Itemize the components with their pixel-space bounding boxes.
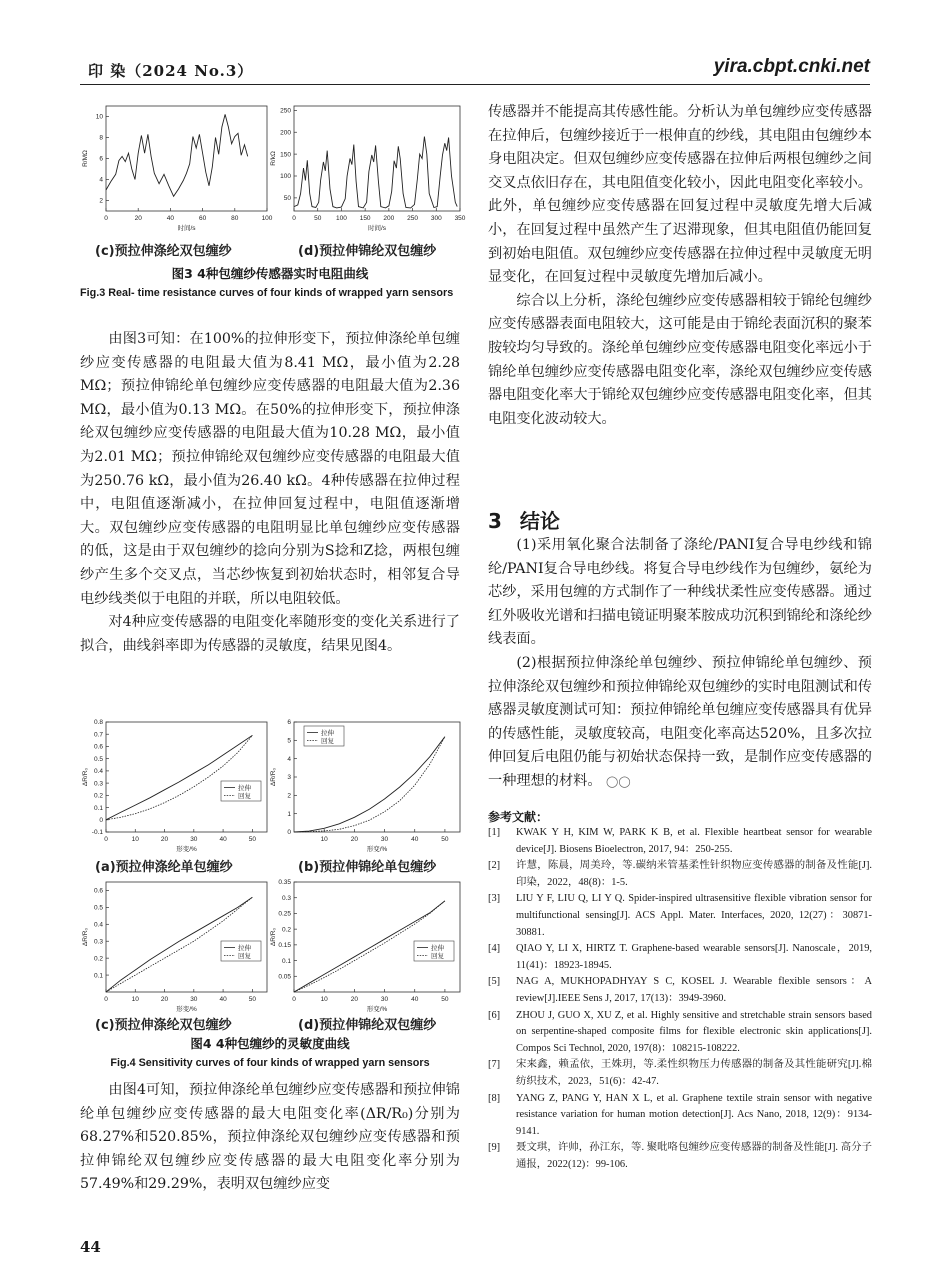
x-tick-label: 200 [383,215,395,222]
reference-item [488,825,872,858]
y-tick-label: 0.15 [278,942,291,950]
fig4c-caption: (c)预拉伸涤纶双包缠纱 [95,1018,232,1033]
y-axis-label: ΔR/R₀ [270,927,277,947]
fig4-title: 图4 4种包缠纱的灵敏度曲线 [190,1036,350,1051]
x-axis-label: 时间/s [177,225,196,232]
x-tick-label: 250 [407,215,419,222]
legend-label: 拉伸 [321,729,334,737]
x-tick-label: 30 [380,996,389,1003]
x-tick-label: 30 [380,836,389,843]
y-tick-label: 0.1 [93,804,103,812]
y-tick-label: 0.3 [93,938,103,946]
x-tick-label: 30 [190,996,198,1003]
fig4d-caption: (d)预拉伸锦纶双包缠纱 [298,1018,437,1033]
reference-number: [7] [488,1059,501,1071]
y-tick-label: 3 [287,774,291,782]
reference-item [488,1091,872,1141]
x-tick-label: 20 [160,836,169,843]
fig4a-caption: (a)预拉伸涤纶单包缠纱 [95,860,233,875]
y-tick-label: 5 [287,737,291,745]
x-tick-label: 50 [248,836,256,843]
conclusion-2: (2)根据预拉伸涤纶单包缠纱、预拉伸锦纶单包缠纱、预拉伸涤纶双包缠纱和预拉伸锦纶双包缠纱的实时电阻测试和传感器灵敏度测试可知：预拉伸锦纶单包缠应变传感器具有优异的传感性能，灵敏度较高，电阻变化率高达520%，且多次拉伸回复后电阻仍能与初始状态保持一致，是制作应变传感器的一种理想的材料。 ◯◯ [488,654,872,789]
y-tick-label: 50 [283,195,291,203]
x-tick-label: 10 [320,996,328,1003]
reference-text: LIU Y F, LIU Q, LI Y Q. Spider-inspired ultrasensitive flexible vibration sensor for multifunctional sensing[J]. ACS Appl. Mater. Interfaces, 2020, 12(27)：30871-30881. [516,893,872,938]
y-tick-label: 2 [99,197,103,205]
y-tick-label: 4 [99,176,103,184]
y-tick-label: 200 [280,129,291,137]
section-heading [488,505,560,534]
left-column-text-1 [80,328,460,658]
y-tick-label: 0.5 [93,755,103,763]
series-line-1 [294,137,457,208]
y-tick-label: 0.7 [93,731,103,739]
conclusion-text [488,534,872,794]
y-tick-label: 0 [287,829,291,837]
y-axis-label: R/kΩ [270,151,277,166]
x-tick-label: 40 [219,996,227,1003]
right-column-text [488,101,872,431]
end-mark: ◯◯ [606,774,631,788]
series-line-2 [294,737,445,832]
x-tick-label: 20 [350,836,358,843]
y-axis-label: R/MΩ [82,150,89,167]
reference-text: KWAK Y H, KIM W, PARK K B, et al. Flexible heartbeat sensor for wearable device[J]. Biosens Bioelectron, 2017, 94：250-255. [516,827,872,855]
reference-number: [6] [488,1009,501,1021]
x-tick-label: 60 [198,215,207,222]
y-tick-label: 0.35 [278,879,291,887]
paragraph-fig4-analysis: 由图4可知，预拉伸涤纶单包缠纱应变传感器和预拉伸锦纶单包缠纱应变传感器的最大电阻变化率(ΔR/R₀)分别为68.27%和520.85%，预拉伸涤纶双包缠纱应变传感器和预拉伸锦纶双包缠纱应变传感器的最大电阻变化率分别为57.49%和29.29%，表明双包缠纱应变 [80,1082,460,1193]
y-tick-label: 0.6 [93,887,103,895]
fig3c-caption: (c)预拉伸涤纶双包缠纱 [95,244,232,259]
reference-item [488,1140,872,1173]
reference-number: [2] [488,860,501,872]
x-axis-label: 形变/% [366,1006,388,1013]
paragraph-fig3-analysis: 由图3可知：在100%的拉伸形变下，预拉伸涤纶单包缠纱应变传感器的电阻最大值为8.41 MΩ，最小值为2.28 MΩ；预拉伸锦纶单包缠纱应变传感器的电阻最大值为2.36 MΩ，最小值为0.13 MΩ。在50%的拉伸形变下，预拉伸涤纶双包缠纱应变传感器的电阻最大值为10.28 MΩ，最小值为2.01 MΩ；预拉伸锦纶双包缠纱应变传感器的电阻最大值为250.76 kΩ，最小值为26.40 kΩ。4种传感器在拉伸过程中，电阻值逐渐减小，在拉伸回复过程中，电阻值逐渐增大。双包缠纱应变传感器的电阻明显比单包缠纱应变传感器的低，这是由于双包缠纱的捻向分别为S捻和Z捻，两根包缠纱产生多个交叉点，当芯纱恢复到初始状态时，相邻复合导电纱线类似于电阻的并联，所以电阻较低。 [80,331,460,607]
y-tick-label: 0.2 [281,926,291,934]
y-tick-label: 100 [280,173,291,181]
x-tick-label: 0 [292,215,296,222]
paragraph-fig4-intro: 对4种应变传感器的电阻变化率随形变的变化关系进行了拟合，曲线斜率即为传感器的灵敏度，结果见图4。 [80,614,460,654]
reference-item [488,974,872,1007]
fig4a-chart [80,716,275,856]
left-column-text-2 [80,1079,460,1197]
x-tick-label: 350 [454,215,466,222]
reference-item [488,1057,872,1090]
plot-frame [294,882,460,992]
y-axis-label: ΔR/R₀ [270,767,277,787]
conclusion-1: (1)采用氧化聚合法制备了涤纶/PANI复合导电纱线和锦纶/PANI复合导电纱线。将复合导电纱线作为包缠纱，氨纶为芯纱，采用包缠的方式制作了一种线状柔性应变传感器。通过红外吸收光谱和扫描电镜证明聚苯胺成功沉积到锦纶和涤纶纱线表面。 [488,537,872,648]
journal-header: 印 染（2024 No.3） [88,62,254,80]
fig3c-chart [80,100,275,235]
y-tick-label: -0.1 [91,829,103,837]
section-number: 3 [488,509,502,533]
plot-frame [106,722,267,832]
y-tick-label: 0.4 [93,768,103,776]
x-tick-label: 40 [411,836,419,843]
references-list [488,825,872,1173]
y-tick-label: 0.25 [278,910,291,918]
references-heading: 参考文献： [488,810,549,824]
y-tick-label: 150 [280,151,291,159]
y-tick-label: 0.2 [93,792,103,800]
fig4c-chart [80,876,275,1016]
x-axis-label: 形变/% [176,1006,197,1013]
x-tick-label: 20 [350,996,358,1003]
x-tick-label: 50 [441,996,449,1003]
y-tick-label: 0.4 [93,921,103,929]
fig4d-chart [268,876,468,1016]
legend-label: 拉伸 [238,784,251,792]
x-tick-label: 0 [104,996,108,1003]
reference-item [488,1008,872,1058]
y-tick-label: 0.6 [93,743,103,751]
x-axis-label: 形变/% [366,846,388,853]
y-tick-label: 0.1 [281,957,291,965]
y-tick-label: 1 [287,810,291,818]
x-tick-label: 50 [248,996,256,1003]
reference-text: YANG Z, PANG Y, HAN X L, et al. Graphene textile strain sensor with negative resistance variation for human motion detection[J]. Acs Nano, 2018, 12(9)：9134-9141. [516,1092,872,1137]
x-axis-label: 时间/s [367,225,387,232]
x-tick-label: 80 [231,215,239,222]
plot-frame [106,106,267,211]
x-tick-label: 50 [441,836,449,843]
reference-text: NAG A, MUKHOPADHYAY S C, KOSEL J. Wearable flexible sensors：A review[J].IEEE Sens J, 2017, 17(13)：3949-3960. [516,976,872,1004]
reference-number: [4] [488,943,501,955]
reference-item [488,891,872,941]
legend-label: 回复 [238,952,251,960]
reference-number: [1] [488,827,501,838]
section-title: 结论 [519,509,560,533]
fig3d-caption: (d)预拉伸锦纶双包缠纱 [298,244,437,259]
x-tick-label: 300 [430,215,442,222]
y-tick-label: 8 [99,134,103,142]
x-tick-label: 20 [160,996,169,1003]
series-line-2 [106,735,252,819]
series-line-1 [106,735,252,819]
y-tick-label: 6 [99,155,103,163]
paragraph-summary: 综合以上分析，涤纶包缠纱应变传感器相较于锦纶包缠纱应变传感器表面电阻较大，这可能是由于锦纶表面沉积的聚苯胺较均匀导致的。涤纶单包缠纱应变传感器电阻变化率远小于锦纶单包缠纱应变传感器电阻变化率，涤纶双包缠纱应变传感器电阻变化率大于锦纶双包缠纱应变传感器电阻变化率，但其电阻变化波动较大。 [488,292,872,427]
fig4-title-en: Fig.4 Sensitivity curves of four kinds of wrapped yarn sensors [110,1057,430,1069]
reference-number: [9] [488,1142,501,1154]
y-axis-label: ΔR/R₀ [82,927,89,947]
legend-label: 回复 [238,792,251,800]
x-tick-label: 0 [104,836,108,843]
reference-number: [5] [488,976,501,988]
y-tick-label: 0.3 [93,780,103,788]
reference-number: [3] [488,893,501,905]
page-number: 44 [80,1238,101,1256]
fig3d-chart [268,100,468,235]
y-tick-label: 0 [99,816,103,824]
y-tick-label: 2 [287,792,291,800]
y-tick-label: 0.1 [93,972,103,980]
x-tick-label: 40 [166,215,175,222]
x-tick-label: 100 [335,215,347,222]
y-tick-label: 0.3 [281,894,291,902]
header-divider [80,84,870,85]
fig4b-chart [268,716,468,856]
legend-label: 回复 [431,952,444,960]
fig4b-caption: (b)预拉伸锦纶单包缠纱 [298,860,437,875]
y-tick-label: 0.8 [93,719,103,727]
x-tick-label: 50 [314,215,322,222]
x-tick-label: 10 [131,996,139,1003]
y-tick-label: 6 [287,719,291,727]
x-tick-label: 10 [320,836,328,843]
reference-item [488,858,872,891]
y-axis-label: ΔR/R₀ [82,767,89,787]
y-tick-label: 250 [280,107,291,115]
y-tick-label: 0.05 [278,973,291,981]
legend-label: 拉伸 [431,944,444,952]
x-tick-label: 40 [411,996,419,1003]
legend-label: 拉伸 [238,944,251,952]
fig3-title-en: Fig.3 Real- time resistance curves of four kinds of wrapped yarn sensors [80,287,454,299]
reference-item [488,941,872,974]
legend-label: 回复 [321,737,334,745]
y-tick-label: 4 [287,755,291,763]
y-tick-label: 0.2 [93,955,103,963]
x-tick-label: 0 [292,996,296,1003]
x-axis-label: 形变/% [176,846,197,853]
x-tick-label: 100 [261,215,273,222]
reference-text: 许慧，陈晨，周美玲，等.碳纳米管基柔性针织物应变传感器的制备及性能[J].印染，2022，48(8)：1-5. [516,860,872,888]
x-tick-label: 40 [219,836,227,843]
reference-text: ZHOU J, GUO X, XU Z, et al. Highly sensitive and stretchable strain sensors based on serpentine-shaped composite films for flexible electronic skin applications[J]. Compos Sci Technol, 2020, 197(8)：108215-108222. [516,1009,872,1054]
series-line-1 [294,737,445,832]
reference-number: [8] [488,1092,501,1104]
reference-text: 聂文琪，许帅，孙江东，等. 聚吡咯包缠纱应变传感器的制备及性能[J]. 高分子通报，2022(12)：99-106. [516,1142,872,1170]
reference-text: QIAO Y, LI X, HIRTZ T. Graphene-based wearable sensors[J]. Nanoscale，2019, 11(41)：18923-18945. [516,943,872,971]
reference-text: 宋来鑫，赖孟依，王姝玥，等.柔性织物压力传感器的制备及其性能研究[J].棉纺织技术，2023，51(6)：42-47. [516,1059,872,1087]
x-tick-label: 10 [131,836,139,843]
x-tick-label: 20 [134,215,142,222]
x-tick-label: 150 [359,215,371,222]
y-tick-label: 10 [95,113,103,121]
x-tick-label: 30 [190,836,198,843]
journal-url: yira.cbpt.cnki.net [713,56,870,77]
paragraph-continuation: 传感器并不能提高其传感性能。分析认为单包缠纱应变传感器在拉伸后，包缠纱接近于一根伸直的纱线，其电阻由包缠纱本身电阻决定。但双包缠纱应变传感器在拉伸后两根包缠纱之间交叉点依旧存在，其电阻值变化较小，因此电阻变化率较小。此外，单包缠纱应变传感器在回复过程中灵敏度先增大后减小，在回复过程中虽然产生了迟滞现象，但其电阻值仍能回复到初始电阻值。双包缠纱应变传感器在拉伸过程中灵敏度无明显变化，在回复过程中灵敏度先增加后减小。 [488,104,872,286]
x-tick-label: 0 [104,215,108,222]
y-tick-label: 0.5 [93,904,103,912]
fig3-title: 图3 4种包缠纱传感器实时电阻曲线 [171,266,369,281]
series-line-1 [106,114,248,196]
